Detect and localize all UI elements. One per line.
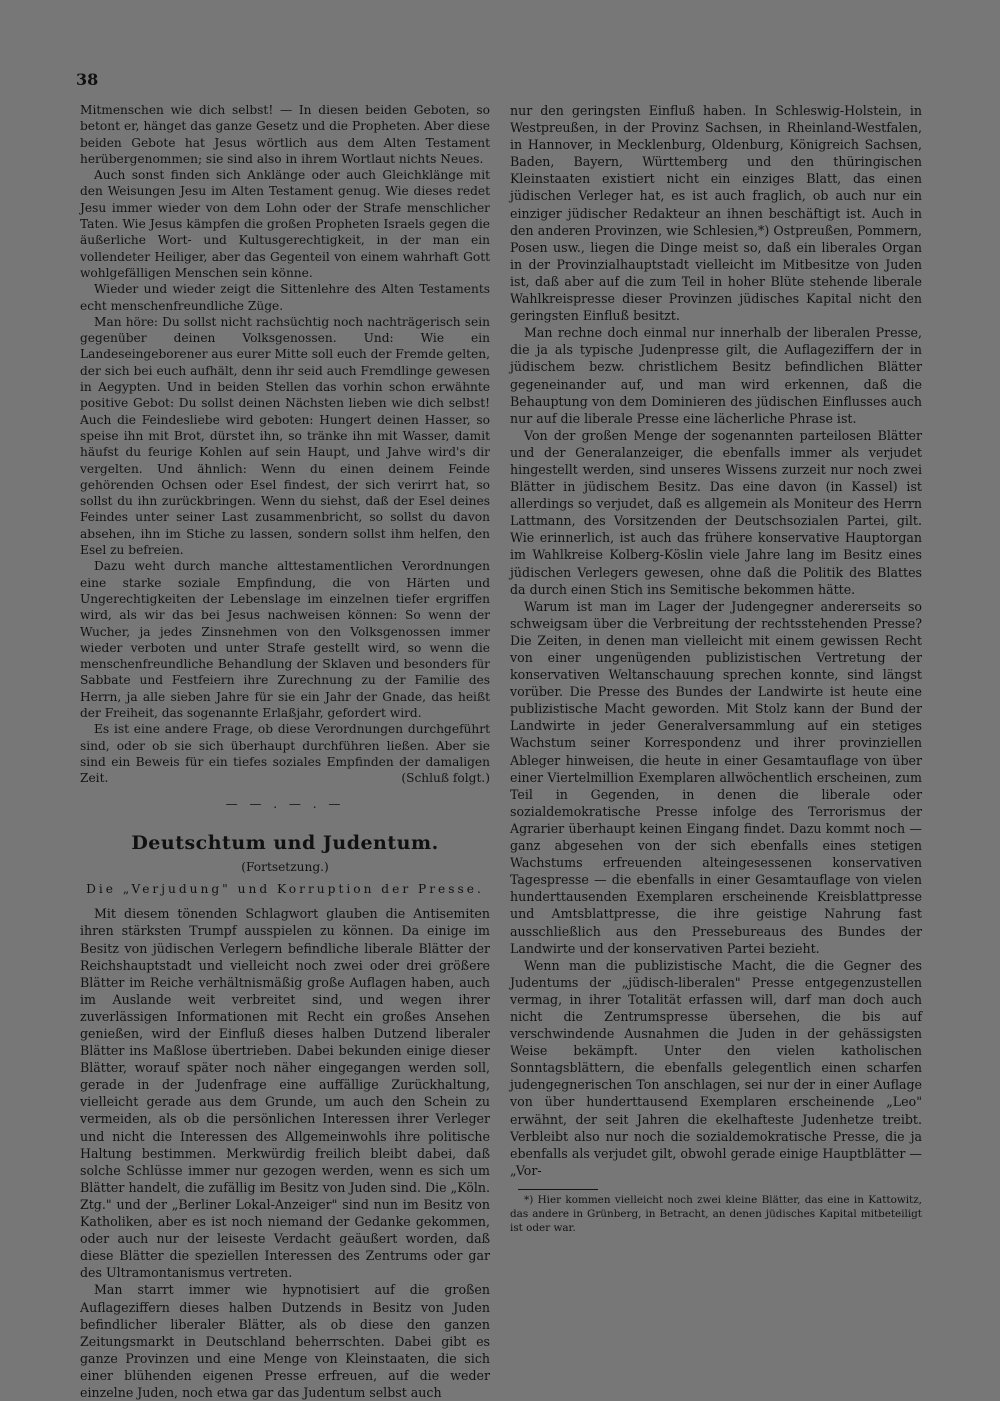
paragraph: Man starrt immer wie hypnotisiert auf die großen Auflageziffern dieses halben Dutzends in Besitz von Juden befindlicher liberaler Blätter, als ob diese den ganzen Zeitungsmarkt in Deutschland beherrschten. Dabei gibt es ganze Provinzen und eine Menge von Kleinstaaten, die sich einer blühenden eigenen Presse erfreuen, auf die weder einzelne Juden, noch etwa gar das Judentum selbst auch [80, 1282, 490, 1400]
paragraph: Wenn man die publizistische Macht, die die Gegner des Judentums der „jüdisch-liberalen" Presse entgegenzustellen vermag, in ihrer Totalität erfassen will, darf man doch auch nicht die Zentrumspresse übersehen, die bis auf verschwindende Ausnahmen die Juden in der gehässigsten Weise bekämpft. Unter den vielen katholischen Sonntagsblättern, die ebenfalls gelegentlich einen scharfen judengegnerischen Ton anschlagen, sei nur der in einer Auflage von über hunderttausend Exemplaren erscheinende „Leo" erwähnt, der seit Jahren die ekelhafteste Judenhetze treibt. Verbleibt also nur noch die sozialdemokratische Presse, die ja ebenfalls als verjudet gilt, obwohl gerade einige Hauptblätter — „Vor- [510, 957, 922, 1178]
paragraph: Man höre: Du sollst nicht rachsüchtig noch nachträgerisch sein gegenüber deinen Volksgenossen. Und: Wie ein Landeseingeborener aus eurer Mitte soll euch der Fremde gelten, der sich bei euch aufhält, denn ihr seid auch Fremdlinge gewesen in Aegypten. Und in beiden Stellen das vorhin schon erwähnte positive Gebot: Du sollst deinen Nächsten lieben wie dich selbst! Auch die Feindesliebe wird geboten: Hungert deinen Hasser, so speise ihn mit Brot, dürstet ihn, so tränke ihn mit Wasser, damit häufst du feurige Kohlen auf sein Haupt, und Jahve wird's dir vergelten. Und ähnlich: Wenn du einen deinem Feinde gehörenden Ochsen oder Esel findest, der sich verirrt hat, so sollst du ihn zurückbringen. Wenn du siehst, daß der Esel deines Feindes unter seiner Last zusammenbricht, so sollst du davon absehen, ihn im Stiche zu lassen, sondern sollst ihm helfen, den Esel zu befreien. [80, 314, 490, 558]
left-column [80, 102, 490, 1401]
footnote-rule [518, 1189, 598, 1190]
section-title: Die „Verjudung" und Korruption der Presse. [86, 882, 484, 897]
paragraph: Auch sonst finden sich Anklänge oder auch Gleichklänge mit den Weisungen Jesu im Alten Testament genug. Wie dieses redet Jesu immer wieder von dem Lohn oder der Strafe menschlicher Taten. Wie Jesus kämpfen die großen Propheten Israels gegen die äußerliche Wort- und Kultusgerechtigkeit, in der man ein vollendeter Heiliger, aber das Gegenteil von einem wahrhaft Gott wohlgefälligen Menschen sein könne. [80, 168, 490, 280]
paragraph [80, 721, 490, 786]
paragraph: Dazu weht durch manche alttestamentlichen Verordnungen eine starke soziale Empfindung, die von Härten und Ungerechtigkeiten der Lebenslage im einzelnen tiefer ergriffen wird, als wir das bei Jesus nachweisen können: So wenn der Wucher, ja jedes Zinsnehmen von den Volksgenossen immer wieder verboten und unter Strafe gestellt wird, so wenn die menschenfreundliche Behandlung der Sklaven und besonders für Sabbate und Festfeiern ihre Zurechnung zu der Familie des Herrn, ja alle sieben Jahre für sie ein Jahr der Gnade, das heißt der Freiheit, das sogenannte Erlaßjahr, gefordert wird. [80, 559, 490, 720]
article-body [80, 905, 490, 1401]
paragraph: Mit diesem tönenden Schlagwort glauben die Antisemiten ihren stärksten Trumpf ausspielen zu können. Da einige im Besitz von jüdischen Verlegern befindliche liberale Blätter der Reichshauptstadt und vielleicht noch zwei oder drei größere Blätter im Reiche verhältnismäßig große Auflagen haben, auch im Auslande weit verbreitet sind, und wegen ihrer zuverlässigen Informationen mit Recht ein großes Ansehen genießen, wird der Einfluß dieses halben Dutzend liberaler Blätter ins Maßlose übertrieben. Dabei bekunden einige dieser Blätter, worauf später noch näher eingegangen werden soll, gerade in der Judenfrage eine auffällige Zurückhaltung, vielleicht gerade aus dem Grunde, um auch den Schein zu vermeiden, als ob die persönlichen Interessen ihrer Verleger und nicht die Interessen des Allgemeinwohls ihre politische Haltung bestimmen. Merkwürdig freilich bleibt dabei, daß solche Schlüsse immer nur gezogen werden, wenn es sich um Blätter handelt, die zufällig im Besitz von Juden sind. Die „Köln. Ztg." und der „Berliner Lokal-Anzeiger" sind nun im Besitz von Katholiken, aber es ist noch niemand der Gedanke gekommen, oder auch nur der leiseste Verdacht geäußert worden, daß diese Blätter die speziellen Interessen des Zentrums oder gar des Ultramontanismus vertreten. [80, 906, 490, 1281]
article-subtitle: (Fortsetzung.) [241, 859, 329, 874]
paragraph: Wieder und wieder zeigt die Sittenlehre des Alten Testaments echt menschenfreundliche Züge. [80, 282, 490, 313]
footnote: *) Hier kommen vielleicht noch zwei kleine Blätter, das eine in Kattowitz, das andere in Grünberg, in Betracht, an denen jüdisches Kapital mitbeteiligt ist oder war. [510, 1193, 922, 1234]
paragraph: Man rechne doch einmal nur innerhalb der liberalen Presse, die ja als typische Judenpresse gilt, die Auflageziffern der in jüdischem bezw. christlichem Besitz befindlichen Blätter gegeneinander auf, und man wird erkennen, daß die Behauptung von dem Dominieren des jüdischen Einflusses auch nur auf die liberale Presse eine lächerliche Phrase ist. [510, 325, 922, 426]
paragraph: Von der großen Menge der sogenannten parteilosen Blätter und der Generalanzeiger, die ebenfalls immer als verjudet hingestellt werden, sind unseres Wissens zurzeit nur noch zwei Blätter in jüdischem Besitz. Das eine davon (in Kassel) ist allerdings so verjudet, daß es allgemein als Moniteur des Herrn Lattmann, des Vorsitzenden der Deutschsozialen Partei, gilt. Wie erinnerlich, ist auch das frühere konservative Hauptorgan im Wahlkreise Kolberg-Köslin viele Jahre lang im Besitz eines jüdischen Verlegers gewesen, ohne daß die Politik des Blattes da durch einen Stich ins Semitische bekommen hätte. [510, 427, 922, 597]
right-column [510, 102, 922, 1235]
paragraph-text: Es ist eine andere Frage, ob diese Verordnungen durchgeführt sind, oder ob sie sich überhaupt durchführen ließen. Aber sie sind ein Beweis für ein tiefes soziales Empfinden der damaligen Zeit. [80, 722, 490, 786]
paragraph: Warum ist man im Lager der Judengegner andererseits so schweigsam über die Verbreitung der rechtsstehenden Presse? Die Zeiten, in denen man vielleicht mit einem gewissen Recht von einer ungenügenden publizistischen Vertretung der konservativen Weltanschauung sprechen konnte, sind längst vorüber. Die Presse des Bundes der Landwirte ist heute eine publizistische Macht geworden. Mit Stolz kann der Bund der Landwirte in jeder Generalversammlung auf ein stetiges Wachstum seiner Korrespondenz und ihrer provinziellen Ableger hinweisen, die heute in einer Gesamtauflage von über einer Viertelmillion Exemplaren allwöchentlich erscheinen, zum Teil in Gegenden, in denen die liberale oder sozialdemokratische Presse infolge des Terrorismus der Agrarier überhaupt keinen Eingang findet. Dazu kommt noch — ganz abgesehen von der sich ebenfalls eines stetigen Wachstums erfreuenden alteingesessenen konservativen Tagespresse — die ebenfalls in einer Gesamtauflage von vielen hunderttausenden Exemplaren erscheinende Kreisblattpresse und Amtsblattpresse, die ihre geistige Nahrung fast ausschließlich aus den Pressebureaus des Bundes der Landwirte und der konservativen Partei bezieht. [510, 598, 922, 956]
section-divider: — — . — . — [225, 797, 345, 812]
paragraph: nur den geringsten Einfluß haben. In Schleswig-Holstein, in Westpreußen, in der Provinz Sachsen, in Rheinland-Westfalen, in Hannover, in Mecklenburg, Oldenburg, Königreich Sachsen, Baden, Bayern, Württemberg und den thüringischen Kleinstaaten existiert nicht ein einziges Blatt, das einen jüdischen Verleger hat, es ist auch fraglich, ob auch nur ein einziger jüdischer Redakteur an ihnen beschäftigt ist. Auch in den anderen Provinzen, wie Schlesien,*) Ostpreußen, Pommern, Posen usw., liegen die Dinge meist so, daß ein liberales Organ in der Provinzialhauptstadt vielleicht im Mitbesitze von Juden ist, daß aber auf die zum Teil in hoher Blüte stehende liberale Wahlkreispresse dieser Provinzen jüdisches Kapital nicht den geringsten Einfluß besitzt. [510, 103, 922, 324]
closing-note: (Schluß folgt.) [401, 771, 490, 786]
page-number: 38 [76, 70, 99, 89]
article-title: Deutschtum und Judentum. [131, 831, 439, 854]
paragraph: Mitmenschen wie dich selbst! — In diesen beiden Geboten, so betont er, hänget das ganze Gesetz und die Propheten. Aber diese beiden Gebote hat Jesus wörtlich aus dem Alten Testament herübergenommen; sie sind also in ihrem Wortlaut nichts Neues. [80, 103, 490, 166]
